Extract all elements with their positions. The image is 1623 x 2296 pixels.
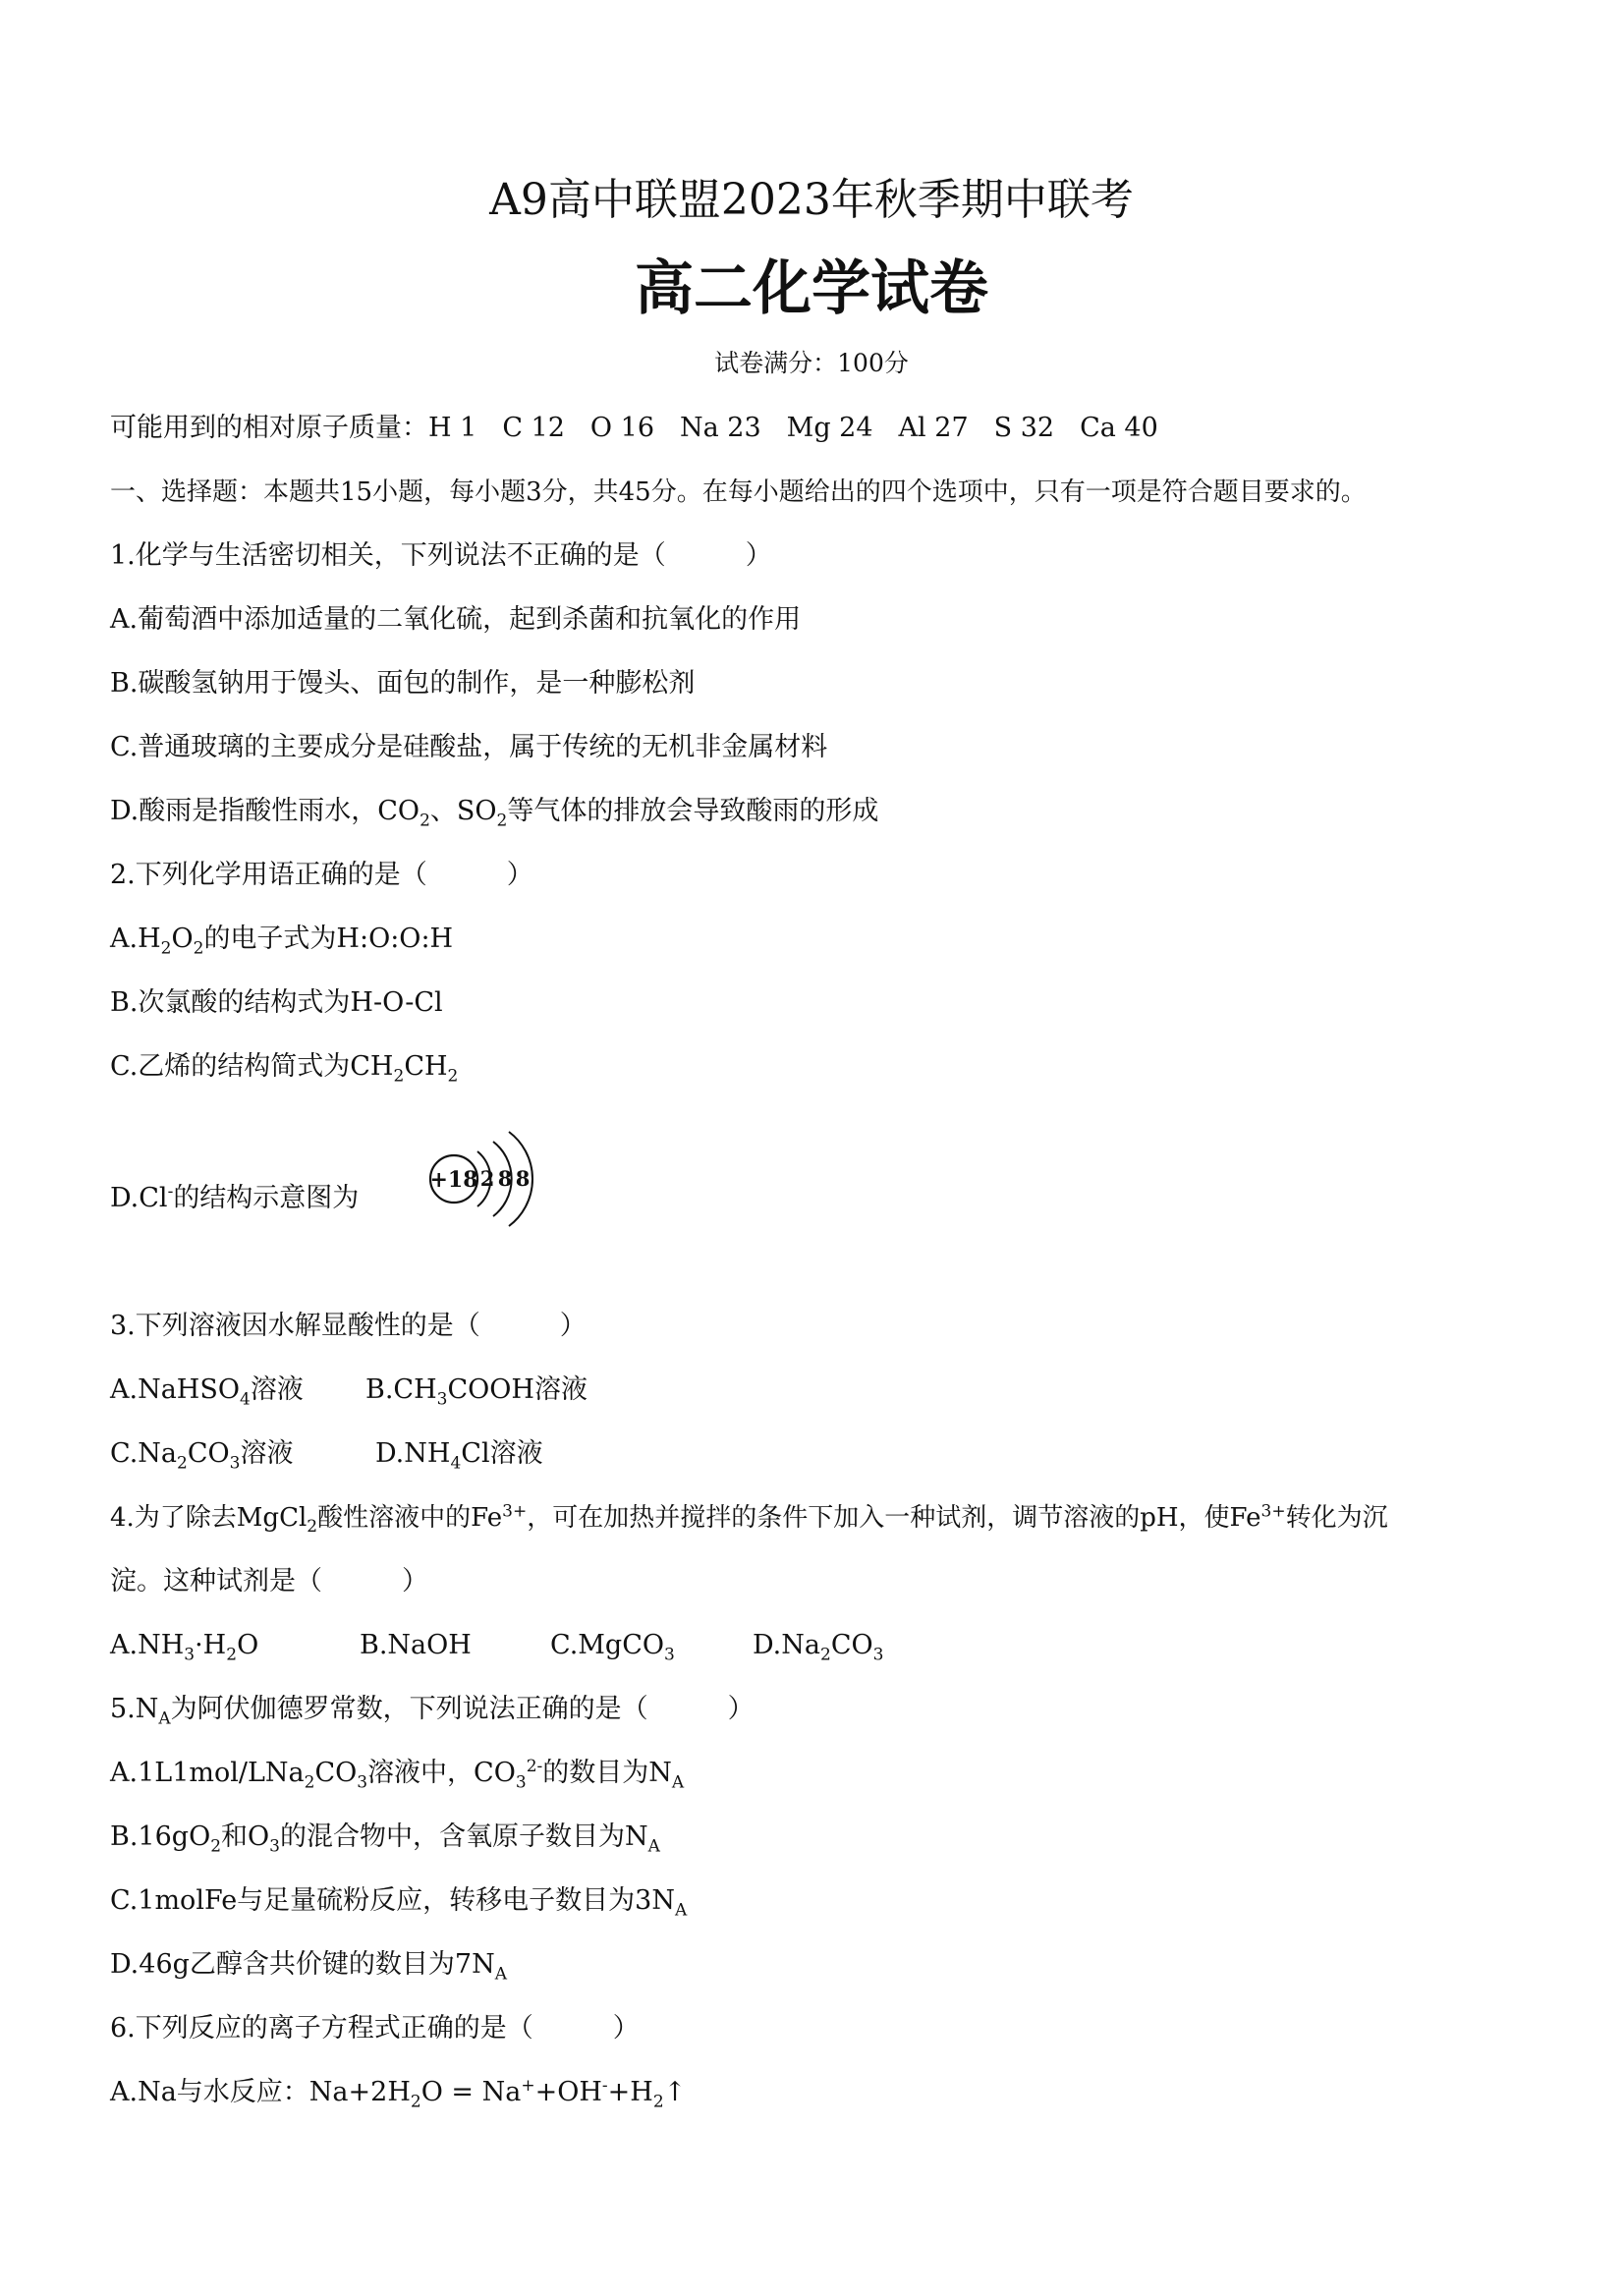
mass-c: C 12	[502, 413, 565, 443]
text: ，可在加热并搅拌的条件下加入一种试剂，调节溶液的pH，使Fe	[527, 1503, 1261, 1533]
text: 转化为沉	[1285, 1503, 1388, 1533]
subscript: 2	[652, 2092, 664, 2112]
subscript: 3	[515, 1772, 527, 1793]
text: 5.N	[110, 1694, 159, 1724]
superscript: -	[601, 2076, 608, 2096]
subscript: A	[494, 1964, 507, 1985]
nucleus-charge: +18	[429, 1167, 478, 1193]
q1-option-a: A.葡萄酒中添加适量的二氧化硫，起到杀菌和抗氧化的作用	[110, 604, 802, 635]
text: A.H	[110, 924, 161, 954]
q2-stem: 2.下列化学用语正确的是（ ）	[110, 860, 533, 890]
q4-option-d	[753, 1628, 883, 1663]
q4-option-c	[550, 1628, 675, 1663]
superscript: -	[167, 1182, 174, 1202]
paper-title: 高二化学试卷	[635, 254, 988, 323]
mass-na: Na 23	[680, 413, 761, 443]
q4-option-b: B.NaOH	[360, 1630, 472, 1660]
subscript: 2	[820, 1645, 831, 1665]
text: C.乙烯的结构简式为CH	[110, 1051, 394, 1082]
subscript: 3	[872, 1645, 884, 1665]
q5-stem	[110, 1692, 755, 1727]
subscript: 3	[184, 1645, 196, 1665]
subscript: 3	[229, 1453, 241, 1474]
q3-option-d	[375, 1436, 543, 1472]
subscript: 2	[420, 811, 430, 831]
q2-option-a	[110, 922, 453, 957]
text: Cl溶液	[461, 1438, 543, 1469]
mass-o: O 16	[589, 413, 654, 443]
q3-stem: 3.下列溶液因水解显酸性的是（ ）	[110, 1311, 587, 1341]
shell-3-electrons: 8	[515, 1166, 531, 1191]
text: D.酸雨是指酸性雨水，CO	[110, 796, 420, 826]
text: CO	[187, 1438, 230, 1469]
q5-option-c	[110, 1883, 687, 1919]
exam-title: A9高中联盟2023年秋季期中联考	[489, 175, 1134, 225]
subscript: 2	[410, 2092, 421, 2112]
q6-option-a	[110, 2075, 686, 2110]
text: +H	[607, 2077, 653, 2107]
text: 溶液中，CO	[367, 1758, 516, 1788]
subscript: A	[158, 1708, 171, 1729]
subscript: 2	[193, 938, 204, 959]
text: 的混合物中，含氧原子数目为N	[280, 1821, 648, 1852]
text: 的结构示意图为	[173, 1183, 360, 1213]
chloride-ion-structure-diagram	[419, 1110, 556, 1248]
atomic-masses-label: 可能用到的相对原子质量：	[110, 413, 428, 443]
text: 溶液	[240, 1438, 294, 1469]
mass-s: S 32	[993, 413, 1055, 443]
text: CH	[404, 1051, 448, 1082]
q5-option-d	[110, 1947, 507, 1983]
subscript: 4	[450, 1453, 462, 1474]
superscript: +	[521, 2076, 535, 2096]
superscript: 2-	[526, 1757, 543, 1776]
text: D.Na	[753, 1630, 820, 1660]
subscript: A	[671, 1772, 685, 1793]
text: D.NH	[375, 1438, 451, 1469]
text: A.NaHSO	[110, 1374, 240, 1405]
q3-option-c	[110, 1436, 293, 1472]
q2-option-c	[110, 1049, 458, 1085]
text: C.1molFe与足量硫粉反应，转移电子数目为3N	[110, 1885, 675, 1916]
q3-option-b	[365, 1372, 588, 1408]
subscript: 2	[304, 1772, 315, 1793]
score-note: 试卷满分：100分	[714, 349, 909, 377]
text: O	[171, 924, 194, 954]
section-heading: 一、选择题：本题共15小题，每小题3分，共45分。在每小题给出的四个选项中，只有一项是符合题目要求的。	[110, 477, 1367, 507]
text: B.CH	[365, 1374, 437, 1405]
q4-stem-line2: 淀。这种试剂是（ ）	[110, 1566, 428, 1596]
superscript: 3+	[1260, 1501, 1286, 1522]
text: O	[237, 1630, 259, 1660]
subscript: 4	[239, 1389, 251, 1410]
subscript: 3	[436, 1389, 448, 1410]
q1-option-d	[110, 794, 878, 829]
text: 的电子式为H:O:O:H	[203, 924, 454, 954]
text: D.46g乙醇含共价键的数目为7N	[110, 1949, 495, 1980]
text: 4.为了除去MgCl	[110, 1503, 308, 1533]
q1-option-b: B.碳酸氢钠用于馒头、面包的制作，是一种膨松剂	[110, 668, 696, 699]
shell-1-electrons: 2	[479, 1166, 495, 1191]
text: ↑	[663, 2077, 687, 2107]
text: 溶液	[250, 1374, 304, 1405]
mass-ca: Ca 40	[1080, 413, 1158, 443]
shell-2-electrons: 8	[497, 1166, 513, 1191]
q2-option-d	[110, 1181, 359, 1216]
subscript: 2	[226, 1645, 238, 1665]
mass-al: Al 27	[898, 413, 969, 443]
q1-stem: 1.化学与生活密切相关，下列说法不正确的是（ ）	[110, 540, 772, 571]
text: +OH	[534, 2077, 602, 2107]
text: B.16gO	[110, 1821, 211, 1852]
text: COOH溶液	[447, 1374, 588, 1405]
text: 等气体的排放会导致酸雨的形成	[507, 796, 879, 826]
q2-option-b: B.次氯酸的结构式为H-O-Cl	[110, 987, 443, 1018]
subscript: 2	[307, 1517, 318, 1538]
subscript: 2	[210, 1836, 222, 1857]
subscript: A	[675, 1900, 688, 1921]
text: A.1L1mol/LNa	[110, 1758, 305, 1788]
text: 酸性溶液中的Fe	[317, 1503, 503, 1533]
mass-mg: Mg 24	[786, 413, 873, 443]
subscript: 3	[269, 1836, 280, 1857]
text: D.Cl	[110, 1183, 168, 1213]
q1-option-c: C.普通玻璃的主要成分是硅酸盐，属于传统的无机非金属材料	[110, 732, 828, 762]
text: 的数目为N	[542, 1758, 672, 1788]
superscript: 3+	[502, 1501, 528, 1522]
q3-option-a	[110, 1372, 304, 1408]
text: A.NH	[110, 1630, 185, 1660]
text: C.Na	[110, 1438, 178, 1469]
text: CO	[314, 1758, 358, 1788]
text: ·H	[195, 1630, 227, 1660]
text: 、SO	[429, 796, 497, 826]
atomic-masses	[110, 411, 1158, 446]
text: 为阿伏伽德罗常数，下列说法正确的是（ ）	[170, 1694, 755, 1724]
q5-option-b	[110, 1820, 660, 1855]
text: CO	[830, 1630, 873, 1660]
text: C.MgCO	[550, 1630, 665, 1660]
mass-h: H 1	[428, 413, 477, 443]
text: A.Na与水反应：Na+2H	[110, 2077, 411, 2107]
subscript: 2	[496, 811, 508, 831]
subscript: 2	[447, 1066, 459, 1087]
text: O = Na	[420, 2077, 522, 2107]
subscript: 2	[393, 1066, 405, 1087]
subscript: 3	[664, 1645, 675, 1665]
text: 和O	[221, 1821, 270, 1852]
subscript: 2	[160, 938, 172, 959]
subscript: 2	[177, 1453, 188, 1474]
q4-stem-line1	[110, 1500, 1388, 1536]
q4-option-a	[110, 1628, 258, 1663]
q6-stem: 6.下列反应的离子方程式正确的是（ ）	[110, 2013, 640, 2044]
subscript: 3	[357, 1772, 368, 1793]
q5-option-a	[110, 1756, 684, 1791]
subscript: A	[647, 1836, 660, 1857]
